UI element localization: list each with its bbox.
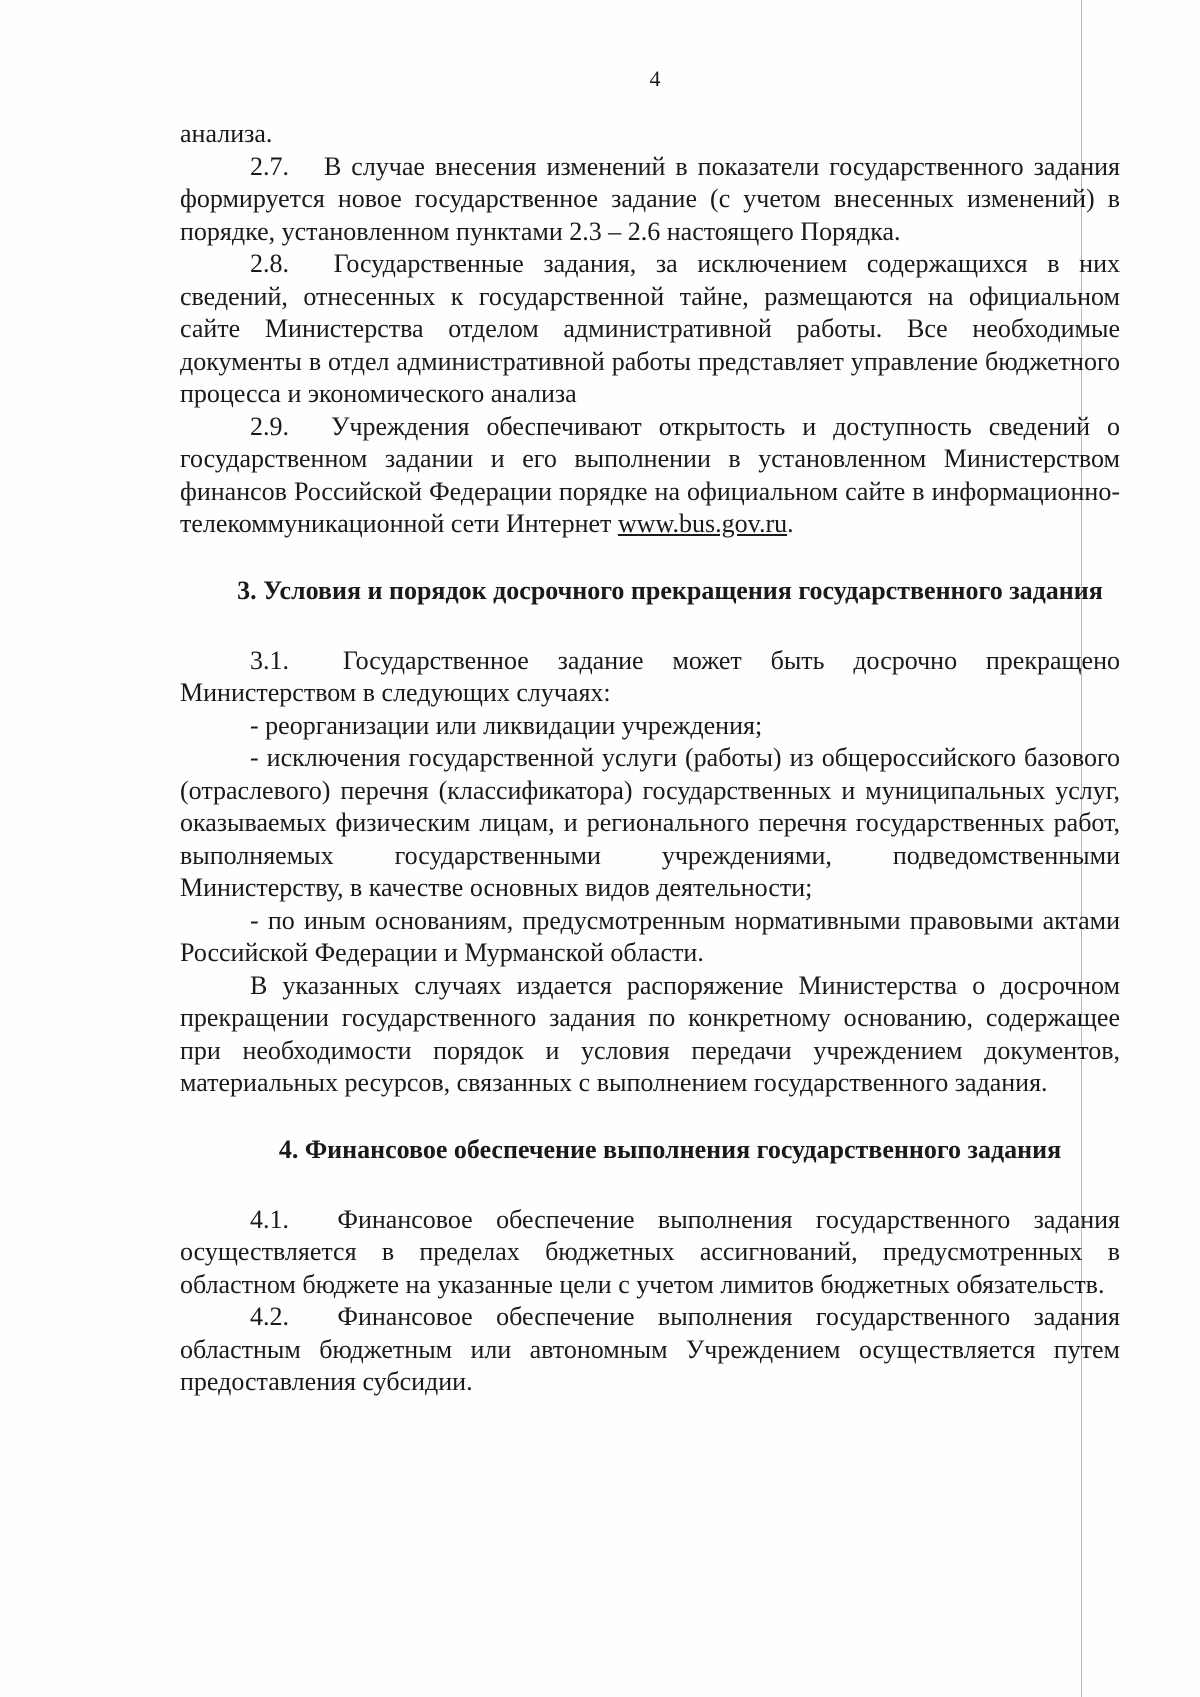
clause-number: 2.9. — [250, 411, 289, 441]
clause-number: 4.1. — [250, 1204, 289, 1234]
section-4-heading: 4. Финансовое обеспечение выполнения государственного задания — [278, 1134, 1062, 1164]
list-item-other-grounds: - по иным основаниям, предусмотренным нормативными правовыми актами Российской Федерации и Мурманской области. — [180, 905, 1120, 967]
bus-gov-link[interactable]: www.bus.gov.ru — [617, 509, 788, 538]
page-number: 4 — [649, 66, 661, 91]
clause-text: Учреждения обеспечивают открытость и доступность сведений о государственном задании и его выполнении в установленном Министерством финансов Российской Федерации порядке на официальном сайте в информационно-телекоммуникационной сети Интернет — [180, 411, 1121, 538]
paragraph-2-9 — [180, 411, 1120, 541]
paragraph-2-7 — [180, 151, 1120, 249]
clause-number: 2.8. — [250, 249, 289, 278]
clause-text: Государственные задания, за исключением содержащихся в них сведений, отнесенных к государственной тайне, размещаются на официальном сайте Министерства отделом административной работы. Все необходимые документы в отдел административной работы представляет управление бюджетного процесса и экономического анализа — [180, 249, 1121, 408]
clause-end: . — [787, 509, 794, 538]
clause-text: Финансовое обеспечение выполнения государственного задания областным бюджетным или автономным Учреждением осуществляется путем предоставления субсидии. — [180, 1302, 1121, 1396]
paragraph-order-issued: В указанных случаях издается распоряжение Министерства о досрочном прекращении государственного задания по конкретному основанию, содержащее при необходимости порядок и условия передачи учреждением документов, материальных ресурсов, связанных с выполнением государственного задания. — [180, 970, 1120, 1097]
clause-number: 2.7. — [250, 151, 289, 181]
list-item-reorganization: - реорганизации или ликвидации учреждения; — [250, 710, 763, 740]
clause-text: Государственное задание может быть досрочно прекращено Министерством в следующих случаях: — [180, 645, 1120, 707]
paragraph-3-1 — [180, 645, 1120, 710]
clause-number: 4.2. — [250, 1302, 289, 1331]
paragraph-4-1 — [180, 1204, 1120, 1302]
clause-number: 3.1. — [250, 645, 289, 675]
paragraph-2-8 — [180, 248, 1120, 411]
section-3-heading: 3. Условия и порядок досрочного прекращения государственного задания — [237, 575, 1103, 605]
clause-text: Финансовое обеспечение выполнения государственного задания осуществляется в пределах бюджетных ассигнований, предусмотренных в областном бюджете на указанные цели с учетом лимитов бюджетных обязательств. — [180, 1204, 1121, 1299]
clause-text: В случае внесения изменений в показатели государственного задания формируется новое государственное задание (с учетом внесенных изменений) в порядке, установленном пунктами 2.3 – 2.6 настоящего Порядка. — [180, 151, 1120, 246]
paragraph-continuation: анализа. — [180, 119, 273, 148]
list-item-exclusion: - исключения государственной услуги (работы) из общероссийского базового (отраслевого) перечня (классификатора) государственных и муниципальных услуг, оказываемых физическим лицам, и регионального перечня государственных работ, выполняемых государственными учреждениями, подведомственными Министерству, в качестве основных видов деятельности; — [180, 743, 1120, 902]
paragraph-4-2 — [180, 1301, 1120, 1399]
document-body — [180, 118, 1120, 1399]
